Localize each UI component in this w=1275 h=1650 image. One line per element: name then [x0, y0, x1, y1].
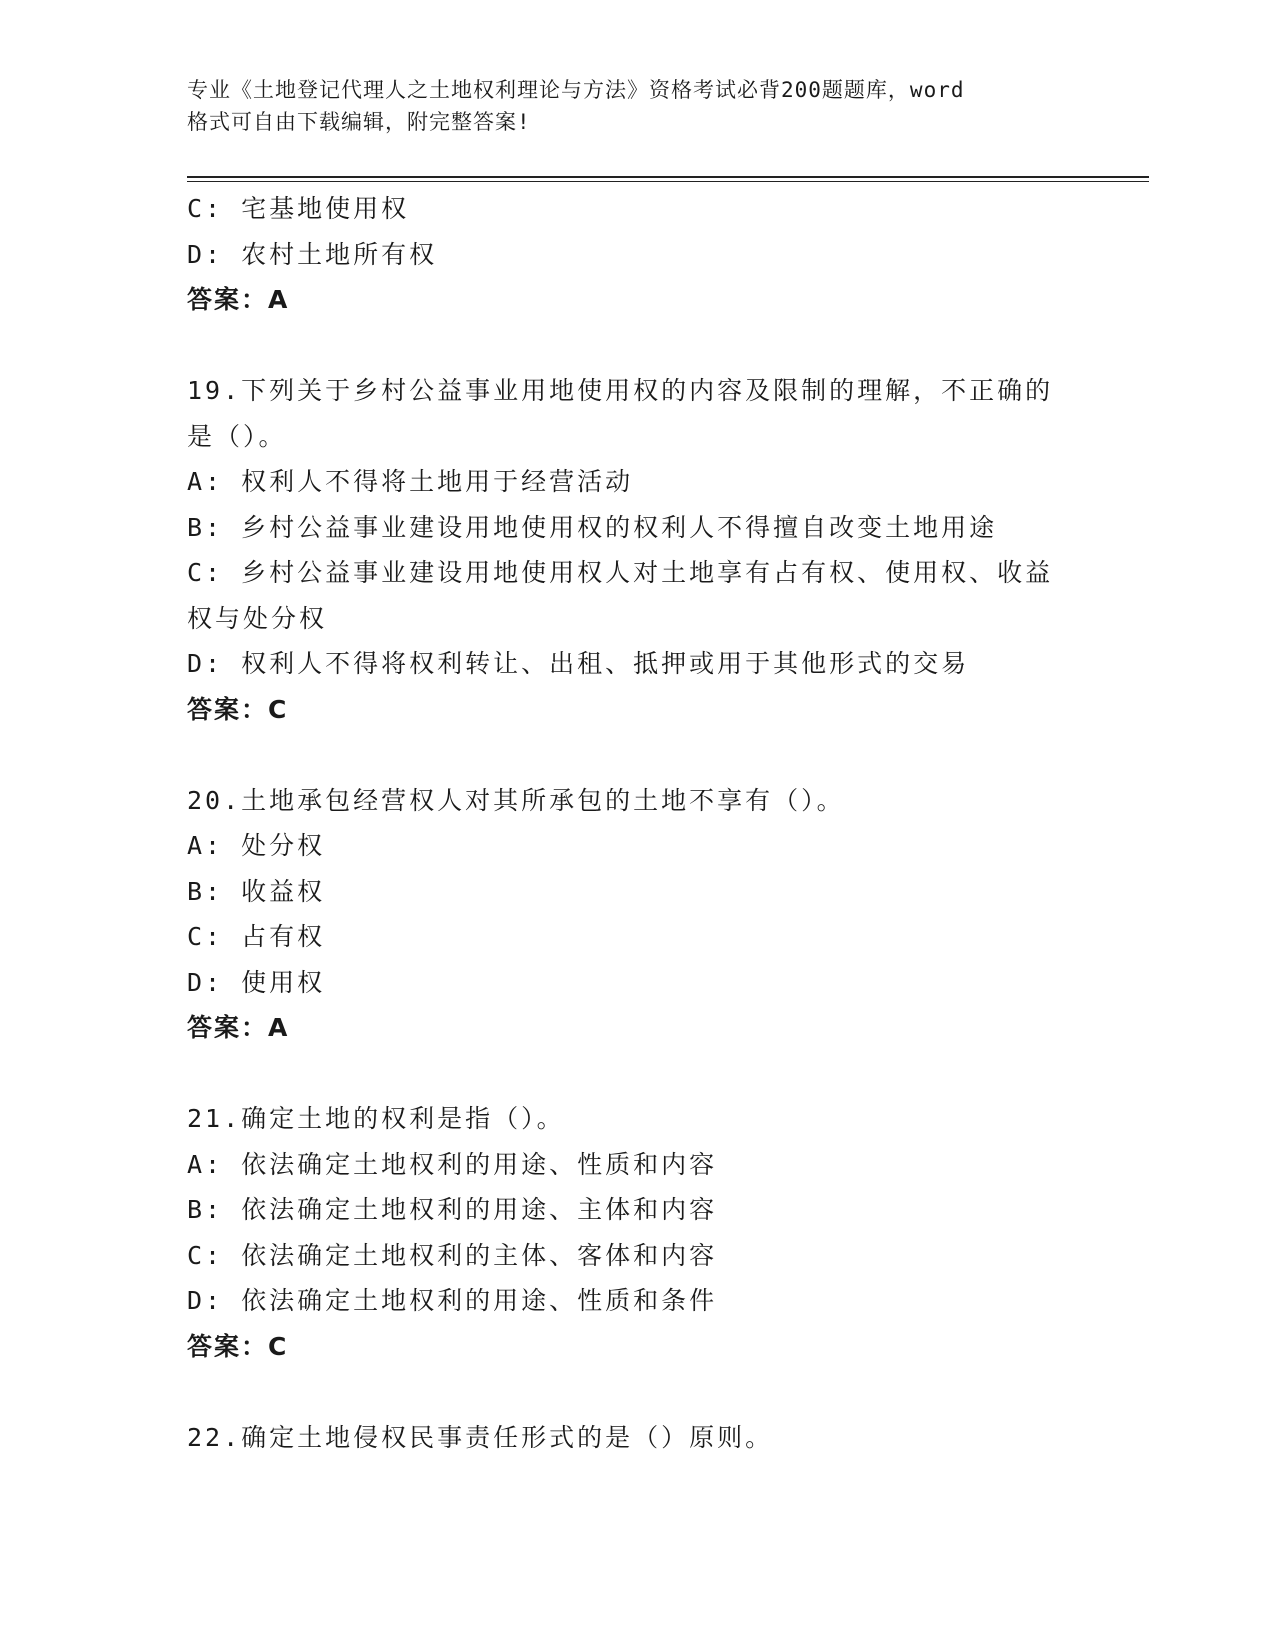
- question-stem: 20.土地承包经营权人对其所承包的土地不享有（）。: [187, 785, 845, 815]
- question-18-fragment: [187, 186, 1087, 323]
- question-22: [187, 1415, 1087, 1461]
- question-stem: 22.确定土地侵权民事责任形式的是（）原则。: [187, 1422, 774, 1452]
- document-header: [187, 74, 1067, 138]
- option-a: A: 权利人不得将土地用于经营活动: [187, 467, 634, 496]
- header-title-line-1: 专业《土地登记代理人之土地权利理论与方法》资格考试必背200题题库，word: [187, 78, 965, 102]
- option-c-continued: 权与处分权: [187, 603, 328, 633]
- answer-line: 答案：C: [187, 694, 289, 724]
- spacer: [187, 1051, 1087, 1097]
- question-21: [187, 1096, 1087, 1369]
- spacer: [187, 1369, 1087, 1415]
- question-19: [187, 368, 1087, 732]
- question-20: [187, 778, 1087, 1051]
- spacer: [187, 732, 1087, 778]
- spacer: [187, 323, 1087, 369]
- answer-line: 答案：A: [187, 1013, 290, 1042]
- option-a: A: 处分权: [187, 831, 326, 860]
- option-d: D: 使用权: [187, 967, 326, 997]
- option-b: B: 收益权: [187, 876, 326, 906]
- option-a: A: 依法确定土地权利的用途、性质和内容: [187, 1149, 718, 1179]
- question-stem: 19.下列关于乡村公益事业用地使用权的内容及限制的理解，不正确的: [187, 376, 1054, 405]
- header-divider: [187, 176, 1149, 182]
- option-c: C: 宅基地使用权: [187, 194, 410, 223]
- option-d: D: 权利人不得将权利转让、出租、抵押或用于其他形式的交易: [187, 649, 970, 678]
- option-c: C: 乡村公益事业建设用地使用权人对土地享有占有权、使用权、收益: [187, 558, 1054, 587]
- answer-line: 答案：C: [187, 1331, 289, 1361]
- option-b: B: 乡村公益事业建设用地使用权的权利人不得擅自改变土地用途: [187, 512, 998, 542]
- option-d: D: 依法确定土地权利的用途、性质和条件: [187, 1286, 718, 1315]
- header-title-line-2: 格式可自由下载编辑，附完整答案!: [187, 110, 531, 134]
- option-d: D: 农村土地所有权: [187, 239, 438, 269]
- answer-line: 答案：A: [187, 285, 290, 314]
- question-stem: 21.确定土地的权利是指（）。: [187, 1104, 565, 1133]
- question-stem-continued: 是（）。: [187, 421, 287, 451]
- option-b: B: 依法确定土地权利的用途、主体和内容: [187, 1195, 718, 1224]
- question-list: [187, 186, 1087, 1460]
- option-c: C: 依法确定土地权利的主体、客体和内容: [187, 1240, 718, 1270]
- option-c: C: 占有权: [187, 922, 326, 951]
